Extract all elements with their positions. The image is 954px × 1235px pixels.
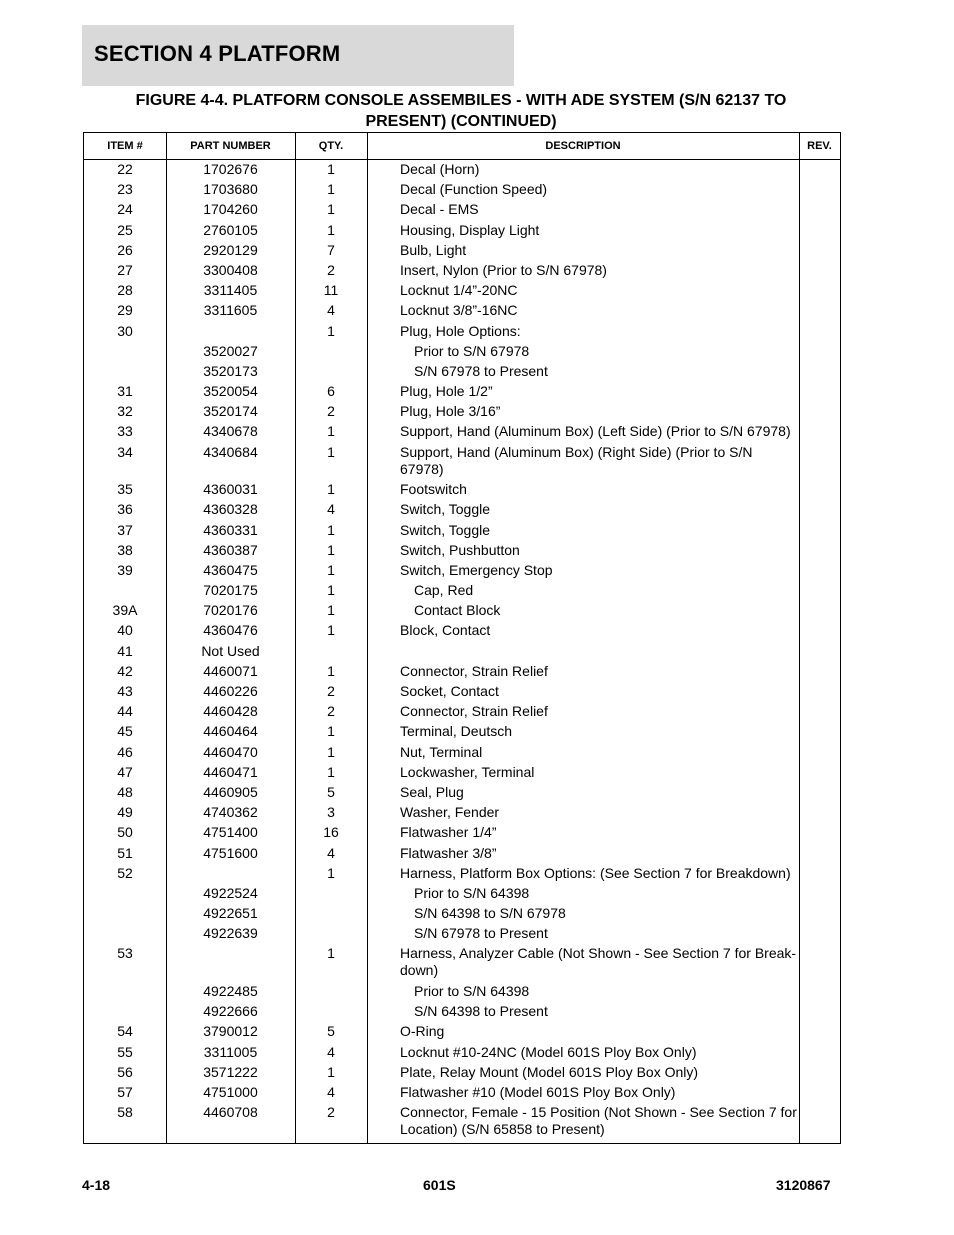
part-number: 4460071: [203, 662, 258, 679]
quantity: 1: [327, 201, 335, 218]
quantity: 1: [327, 541, 335, 558]
table-row: [84, 582, 840, 602]
document-number: 3120867: [776, 1177, 831, 1193]
table-row: [84, 845, 840, 865]
model-name: 601S: [423, 1177, 456, 1193]
quantity: 1: [327, 481, 335, 498]
item-number: 48: [117, 783, 133, 800]
part-number: 4751600: [203, 844, 258, 861]
table-row: [84, 945, 840, 983]
table-row: [84, 885, 840, 905]
quantity: 4: [327, 1083, 335, 1100]
description: Bulb, Light: [400, 241, 467, 258]
description: Switch, Toggle: [400, 501, 491, 518]
item-number: 49: [117, 804, 133, 821]
header-description: DESCRIPTION: [545, 140, 621, 152]
item-number: 54: [117, 1023, 133, 1040]
part-number: 3520173: [203, 362, 258, 379]
table-row: [84, 764, 840, 784]
quantity: 1: [327, 322, 335, 339]
table-row: [84, 1084, 840, 1104]
item-number: 37: [117, 521, 133, 538]
description: Lockwasher, Terminal: [400, 763, 535, 780]
description: Prior to S/N 64398: [414, 982, 530, 999]
item-number: 58: [117, 1104, 133, 1121]
description: Plug, Hole 1/2”: [400, 383, 493, 400]
quantity: 5: [327, 1023, 335, 1040]
description: Locknut 3/8”-16NC: [400, 302, 518, 319]
part-number: 4922651: [203, 905, 258, 922]
description: O-Ring: [400, 1023, 445, 1040]
table-row: [84, 363, 840, 383]
description: Plate, Relay Mount (Model 601S Ploy Box Only): [400, 1063, 699, 1080]
table-row: [84, 1064, 840, 1084]
part-number: 7020175: [203, 582, 258, 599]
part-number: 4460428: [203, 703, 258, 720]
description: Footswitch: [400, 481, 467, 498]
table-row: [84, 824, 840, 844]
description: Decal (Horn): [400, 161, 480, 177]
table-row: [84, 403, 840, 423]
table-row: [84, 925, 840, 945]
part-number: 4751400: [203, 824, 258, 841]
part-number: 4460471: [203, 763, 258, 780]
quantity: 3: [327, 804, 335, 821]
part-number: 3571222: [203, 1063, 258, 1080]
quantity: 4: [327, 844, 335, 861]
item-number: 39: [117, 561, 133, 578]
description: Switch, Toggle: [400, 521, 491, 538]
item-number: 57: [117, 1083, 133, 1100]
quantity: 2: [327, 403, 335, 420]
table-row: [84, 683, 840, 703]
table-row: [84, 723, 840, 743]
quantity: 1: [327, 622, 335, 639]
description: Seal, Plug: [400, 783, 464, 800]
quantity: 1: [327, 423, 335, 440]
table-row: [84, 865, 840, 885]
parts-table: [83, 132, 841, 1144]
item-number: 39A: [112, 602, 138, 619]
header-rev: REV.: [807, 140, 832, 152]
part-number: 4922485: [203, 982, 258, 999]
figure-title-line-2: PRESENT) (CONTINUED): [365, 113, 557, 130]
table-row: [84, 1104, 840, 1142]
description: Washer, Fender: [400, 804, 500, 821]
part-number: 4740362: [203, 804, 258, 821]
item-number: 30: [117, 322, 133, 339]
table-row: [84, 744, 840, 764]
part-number: 1702676: [203, 161, 258, 177]
quantity: 1: [327, 161, 335, 177]
part-number: 4360476: [203, 622, 258, 639]
quantity: 1: [327, 443, 335, 460]
description: Harness, Analyzer Cable (Not Shown - See Section 7 for Break-down): [400, 945, 797, 979]
quantity: 1: [327, 521, 335, 538]
table-row: [84, 343, 840, 363]
description: Prior to S/N 64398: [414, 884, 530, 901]
item-number: 43: [117, 683, 133, 699]
table-row: [84, 481, 840, 501]
description: Locknut 1/4”-20NC: [400, 282, 518, 299]
part-number: 4460905: [203, 783, 258, 800]
page-number: 4-18: [82, 1177, 111, 1193]
table-row: [84, 181, 840, 201]
part-number: 3311405: [203, 282, 258, 299]
item-number: 46: [117, 743, 133, 760]
table-row: [84, 905, 840, 925]
table-row: [84, 1003, 840, 1023]
table-row: [84, 444, 840, 482]
part-number: 4340678: [203, 423, 258, 440]
part-number: 4360031: [203, 481, 258, 498]
quantity: 11: [323, 282, 339, 299]
figure-title: [82, 90, 840, 132]
description: S/N 67978 to Present: [414, 362, 548, 379]
description: S/N 67978 to Present: [414, 925, 548, 942]
quantity: 1: [327, 561, 335, 578]
quantity: 4: [327, 1043, 335, 1060]
description: Decal (Function Speed): [400, 181, 548, 198]
description: Flatwasher #10 (Model 601S Ploy Box Only): [400, 1083, 676, 1100]
description: Switch, Emergency Stop: [400, 561, 553, 578]
quantity: 7: [327, 241, 335, 258]
quantity: 1: [327, 945, 335, 962]
table-header: [84, 133, 840, 160]
part-number: 7020176: [203, 602, 258, 619]
description: Harness, Platform Box Options: (See Section 7 for Breakdown): [400, 864, 791, 881]
part-number: 4460464: [203, 723, 258, 740]
table-row: [84, 602, 840, 622]
part-number: 4360387: [203, 541, 258, 558]
description: S/N 64398 to S/N 67978: [414, 905, 566, 922]
table-row: [84, 323, 840, 343]
description: Plug, Hole Options:: [400, 322, 521, 339]
table-row: [84, 383, 840, 403]
part-number: 4340684: [203, 443, 258, 460]
table-row: [84, 784, 840, 804]
item-number: 55: [117, 1043, 133, 1060]
item-number: 53: [117, 945, 133, 962]
quantity: 5: [327, 783, 335, 800]
header-item: ITEM #: [107, 140, 143, 152]
figure-title-line-1: FIGURE 4-4. PLATFORM CONSOLE ASSEMBILES - WITH ADE SYSTEM (S/N 62137 TO: [135, 92, 787, 109]
header-qty: QTY.: [318, 140, 344, 152]
part-number: 3790012: [203, 1023, 258, 1040]
item-number: 40: [117, 622, 133, 639]
item-number: 56: [117, 1063, 133, 1080]
table-row: [84, 1044, 840, 1064]
description: Support, Hand (Aluminum Box) (Right Side) (Prior to S/N 67978): [400, 443, 753, 477]
quantity: 2: [327, 261, 335, 278]
table-row: [84, 522, 840, 542]
item-number: 27: [117, 261, 133, 278]
part-number: 3520027: [203, 342, 258, 359]
item-number: 51: [117, 844, 133, 861]
part-number: 4360328: [203, 501, 258, 518]
quantity: 4: [327, 302, 335, 319]
item-number: 34: [117, 443, 133, 460]
part-number: 3311005: [203, 1043, 258, 1060]
description: Connector, Strain Relief: [400, 703, 548, 720]
description: S/N 64398 to Present: [414, 1003, 548, 1020]
part-number: 4360475: [203, 561, 258, 578]
item-number: 28: [117, 282, 133, 299]
description: Switch, Pushbutton: [400, 541, 520, 558]
quantity: 6: [327, 383, 335, 400]
description: Support, Hand (Aluminum Box) (Left Side) (Prior to S/N 67978): [400, 423, 791, 440]
quantity: 2: [327, 1104, 335, 1121]
description: Connector, Female - 15 Position (Not Shown - See Section 7 for Location) (S/N 65858 to Present): [400, 1104, 797, 1138]
table-row: [84, 983, 840, 1003]
description: Insert, Nylon (Prior to S/N 67978): [400, 261, 607, 278]
quantity: 1: [327, 582, 335, 599]
table-row: [84, 663, 840, 683]
item-number: 50: [117, 824, 133, 841]
description: Terminal, Deutsch: [400, 723, 513, 740]
description: Housing, Display Light: [400, 221, 540, 238]
part-number: Not Used: [201, 642, 260, 659]
description: Flatwasher 3/8”: [400, 844, 497, 861]
item-number: 38: [117, 541, 133, 558]
part-number: 2760105: [203, 221, 258, 238]
part-number: 4460708: [203, 1104, 258, 1121]
item-number: 36: [117, 501, 133, 518]
quantity: 1: [327, 763, 335, 780]
table-row: [84, 643, 840, 663]
quantity: 1: [327, 221, 335, 238]
quantity: 2: [327, 683, 335, 699]
part-number: 1703680: [203, 181, 258, 198]
quantity: 1: [327, 864, 335, 881]
part-number: 3300408: [203, 261, 258, 278]
description: Connector, Strain Relief: [400, 662, 548, 679]
part-number: 3520054: [203, 383, 258, 400]
table-row: [84, 804, 840, 824]
item-number: 42: [117, 662, 133, 679]
part-number: 2920129: [203, 241, 258, 258]
table-row: [84, 201, 840, 221]
item-number: 22: [117, 161, 133, 177]
item-number: 33: [117, 423, 133, 440]
table-row: [84, 262, 840, 282]
part-number: 3520174: [203, 403, 258, 420]
table-row: [84, 1023, 840, 1043]
description: Locknut #10-24NC (Model 601S Ploy Box Only): [400, 1043, 697, 1060]
quantity: 1: [327, 602, 335, 619]
header-part-number: PART NUMBER: [190, 140, 271, 152]
part-number: 4922639: [203, 925, 258, 942]
quantity: 4: [327, 501, 335, 518]
quantity: 16: [323, 824, 339, 841]
item-number: 29: [117, 302, 133, 319]
item-number: 32: [117, 403, 133, 420]
table-row: [84, 542, 840, 562]
part-number: 4751000: [203, 1083, 258, 1100]
part-number: 4460226: [203, 683, 258, 699]
section-header: [82, 25, 514, 86]
description: Decal - EMS: [400, 201, 479, 218]
table-row: [84, 302, 840, 322]
table-row: [84, 222, 840, 242]
table-row: [84, 562, 840, 582]
item-number: 45: [117, 723, 133, 740]
description: Cap, Red: [414, 582, 474, 599]
table-row: [84, 622, 840, 642]
quantity: 2: [327, 703, 335, 720]
description: Block, Contact: [400, 622, 491, 639]
part-number: 1704260: [203, 201, 258, 218]
item-number: 44: [117, 703, 133, 720]
table-row: [84, 161, 840, 181]
description: Socket, Contact: [400, 683, 499, 699]
item-number: 31: [117, 383, 133, 400]
quantity: 1: [327, 181, 335, 198]
item-number: 41: [117, 642, 133, 659]
part-number: 4922666: [203, 1003, 258, 1020]
item-number: 26: [117, 241, 133, 258]
quantity: 1: [327, 723, 335, 740]
item-number: 24: [117, 201, 133, 218]
item-number: 47: [117, 763, 133, 780]
item-number: 25: [117, 221, 133, 238]
table-row: [84, 501, 840, 521]
section-title: SECTION 4 PLATFORM: [94, 41, 341, 66]
table-row: [84, 423, 840, 443]
quantity: 1: [327, 662, 335, 679]
part-number: 4360331: [203, 521, 258, 538]
part-number: 3311605: [203, 302, 258, 319]
item-number: 52: [117, 864, 133, 881]
quantity: 1: [327, 1063, 335, 1080]
description: Plug, Hole 3/16”: [400, 403, 501, 420]
part-number: 4922524: [203, 884, 258, 901]
table-row: [84, 703, 840, 723]
item-number: 23: [117, 181, 133, 198]
table-row: [84, 242, 840, 262]
part-number: 4460470: [203, 743, 258, 760]
table-row: [84, 282, 840, 302]
description: Prior to S/N 67978: [414, 342, 530, 359]
description: Contact Block: [414, 602, 501, 619]
description: Flatwasher 1/4”: [400, 824, 497, 841]
item-number: 35: [117, 481, 133, 498]
table-body: [84, 161, 840, 1142]
quantity: 1: [327, 743, 335, 760]
description: Nut, Terminal: [400, 743, 483, 760]
